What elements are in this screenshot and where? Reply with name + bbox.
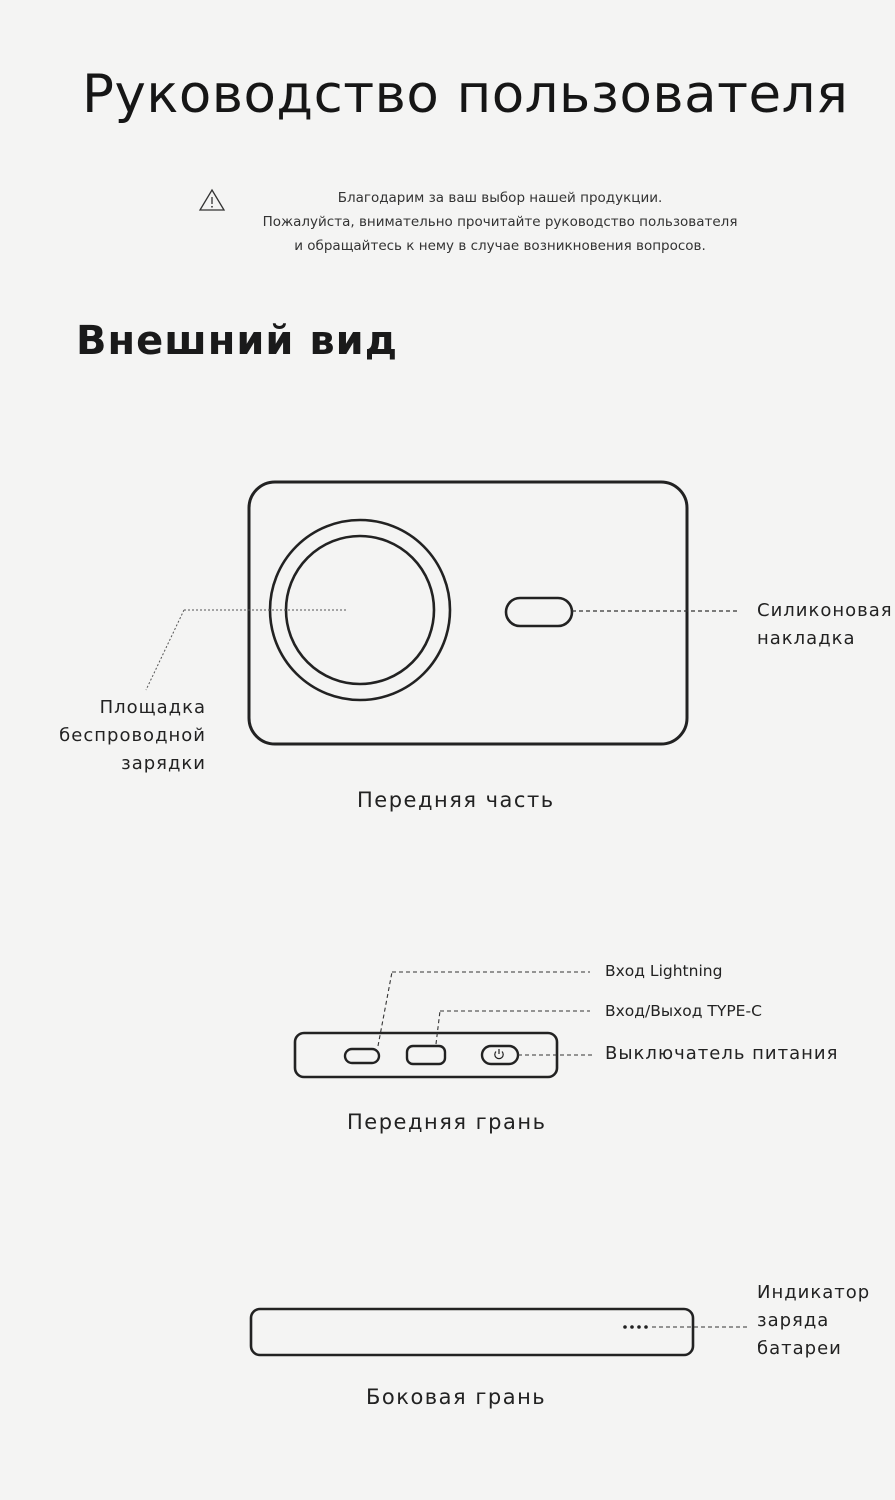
label-line: накладка — [757, 628, 856, 649]
intro-line: Благодарим за ваш выбор нашей продукции. — [337, 190, 663, 206]
caption-front-view: Передняя часть — [357, 788, 555, 812]
side-edge-body — [251, 1309, 693, 1355]
power-icon — [495, 1049, 503, 1059]
label-line: заряда — [757, 1310, 830, 1331]
typec-port — [407, 1046, 445, 1064]
caption-side-edge: Боковая грань — [366, 1385, 547, 1409]
label-silicone — [757, 597, 893, 653]
intro-line: и обращайтесь к нему в случае возникновения вопросов. — [294, 238, 706, 254]
caption-front-edge: Передняя грань — [347, 1110, 547, 1134]
battery-indicator-dots — [623, 1325, 648, 1329]
lightning-port — [345, 1049, 379, 1063]
label-power-switch: Выключатель питания — [605, 1043, 839, 1064]
label-line: Индикатор — [757, 1282, 871, 1303]
section-title: Внешний вид — [76, 318, 398, 364]
intro-line: Пожалуйста, внимательно прочитайте руководство пользователя — [262, 214, 738, 230]
label-wireless-pad — [40, 694, 206, 778]
leader-typec-v — [436, 1011, 440, 1044]
label-lightning: Вход Lightning — [605, 962, 723, 980]
silicone-pad — [506, 598, 572, 626]
label-line: зарядки — [121, 753, 206, 774]
label-line: батареи — [757, 1338, 842, 1359]
leader-wireless-d — [146, 610, 184, 690]
page-title: Руководство пользователя — [82, 64, 849, 125]
label-line: беспроводной — [59, 725, 206, 746]
label-battery-indicator — [757, 1279, 870, 1363]
label-line: Силиконовая — [757, 600, 893, 621]
leader-lightning-v — [378, 972, 392, 1046]
label-typec: Вход/Выход TYPE-C — [605, 1002, 762, 1020]
front-view-body — [249, 482, 687, 744]
label-line: Площадка — [99, 697, 206, 718]
power-switch — [482, 1046, 518, 1064]
